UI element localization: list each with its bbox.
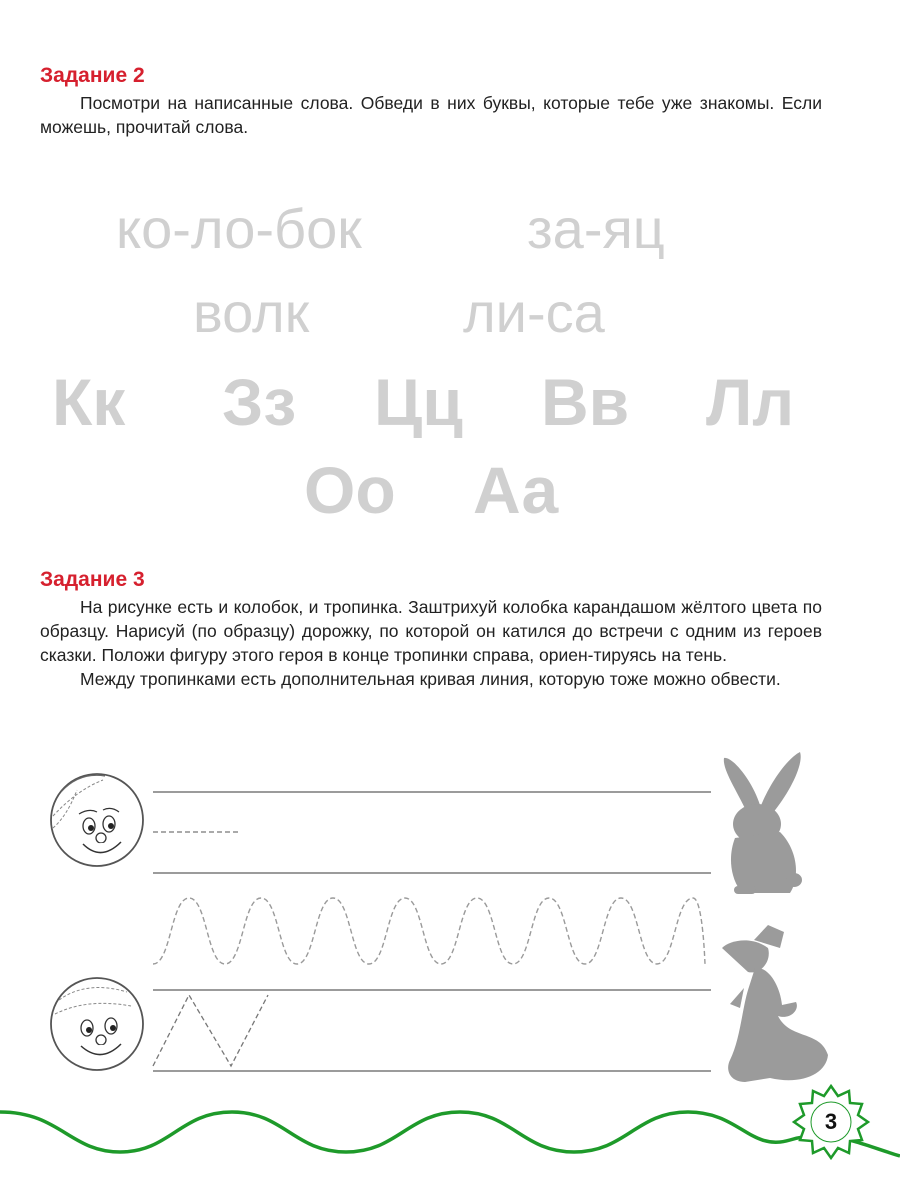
trace-word-zayats: за-яц [527,197,665,260]
decorative-green-wave [0,1112,900,1156]
trace-letter-kk: Кк [52,365,126,439]
kolobok-icon [51,978,143,1070]
trace-letter-ll: Лл [706,365,795,439]
hare-silhouette-icon [724,752,802,894]
task2-paragraph: Посмотри на написанные слова. Обведи в них буквы, которые тебе уже знакомы. Если можешь, прочитай слова. [40,93,822,137]
page-number: 3 [824,1109,838,1134]
task3-title: Задание 3 [40,568,145,591]
trace-word-volk: волк [193,281,310,344]
fox-silhouette-icon [722,925,828,1082]
task3-paragraph-2: Между тропинками есть дополнительная кривая линия, которую тоже можно обвести. [80,669,781,689]
trace-letter-zz: Зз [222,365,297,439]
kolobok-icon [51,774,143,866]
task2-title: Задание 2 [40,64,145,87]
task3-paragraph-1: На рисунке есть и колобок, и тропинка. Заштрихуй колобка карандашом жёлтого цвета по образцу. Нарисуй (по образцу) дорожку, по которой он катился до встречи с одним из героев сказки. Положи фигуру этого героя в конце тропинки справа, ориен-тируясь на тень. [40,597,822,665]
trace-letter-vv: Вв [541,365,630,439]
trace-letter-oo: Оо [304,453,396,527]
trace-word-lisa: ли-са [463,281,605,344]
trace-letter-aa: Аа [473,453,559,527]
trace-word-kolobok: ко-ло-бок [116,197,362,260]
trace-letter-tsts: Цц [374,365,463,439]
dashed-zigzag-sample [153,995,268,1066]
dashed-wave-line [153,898,705,964]
